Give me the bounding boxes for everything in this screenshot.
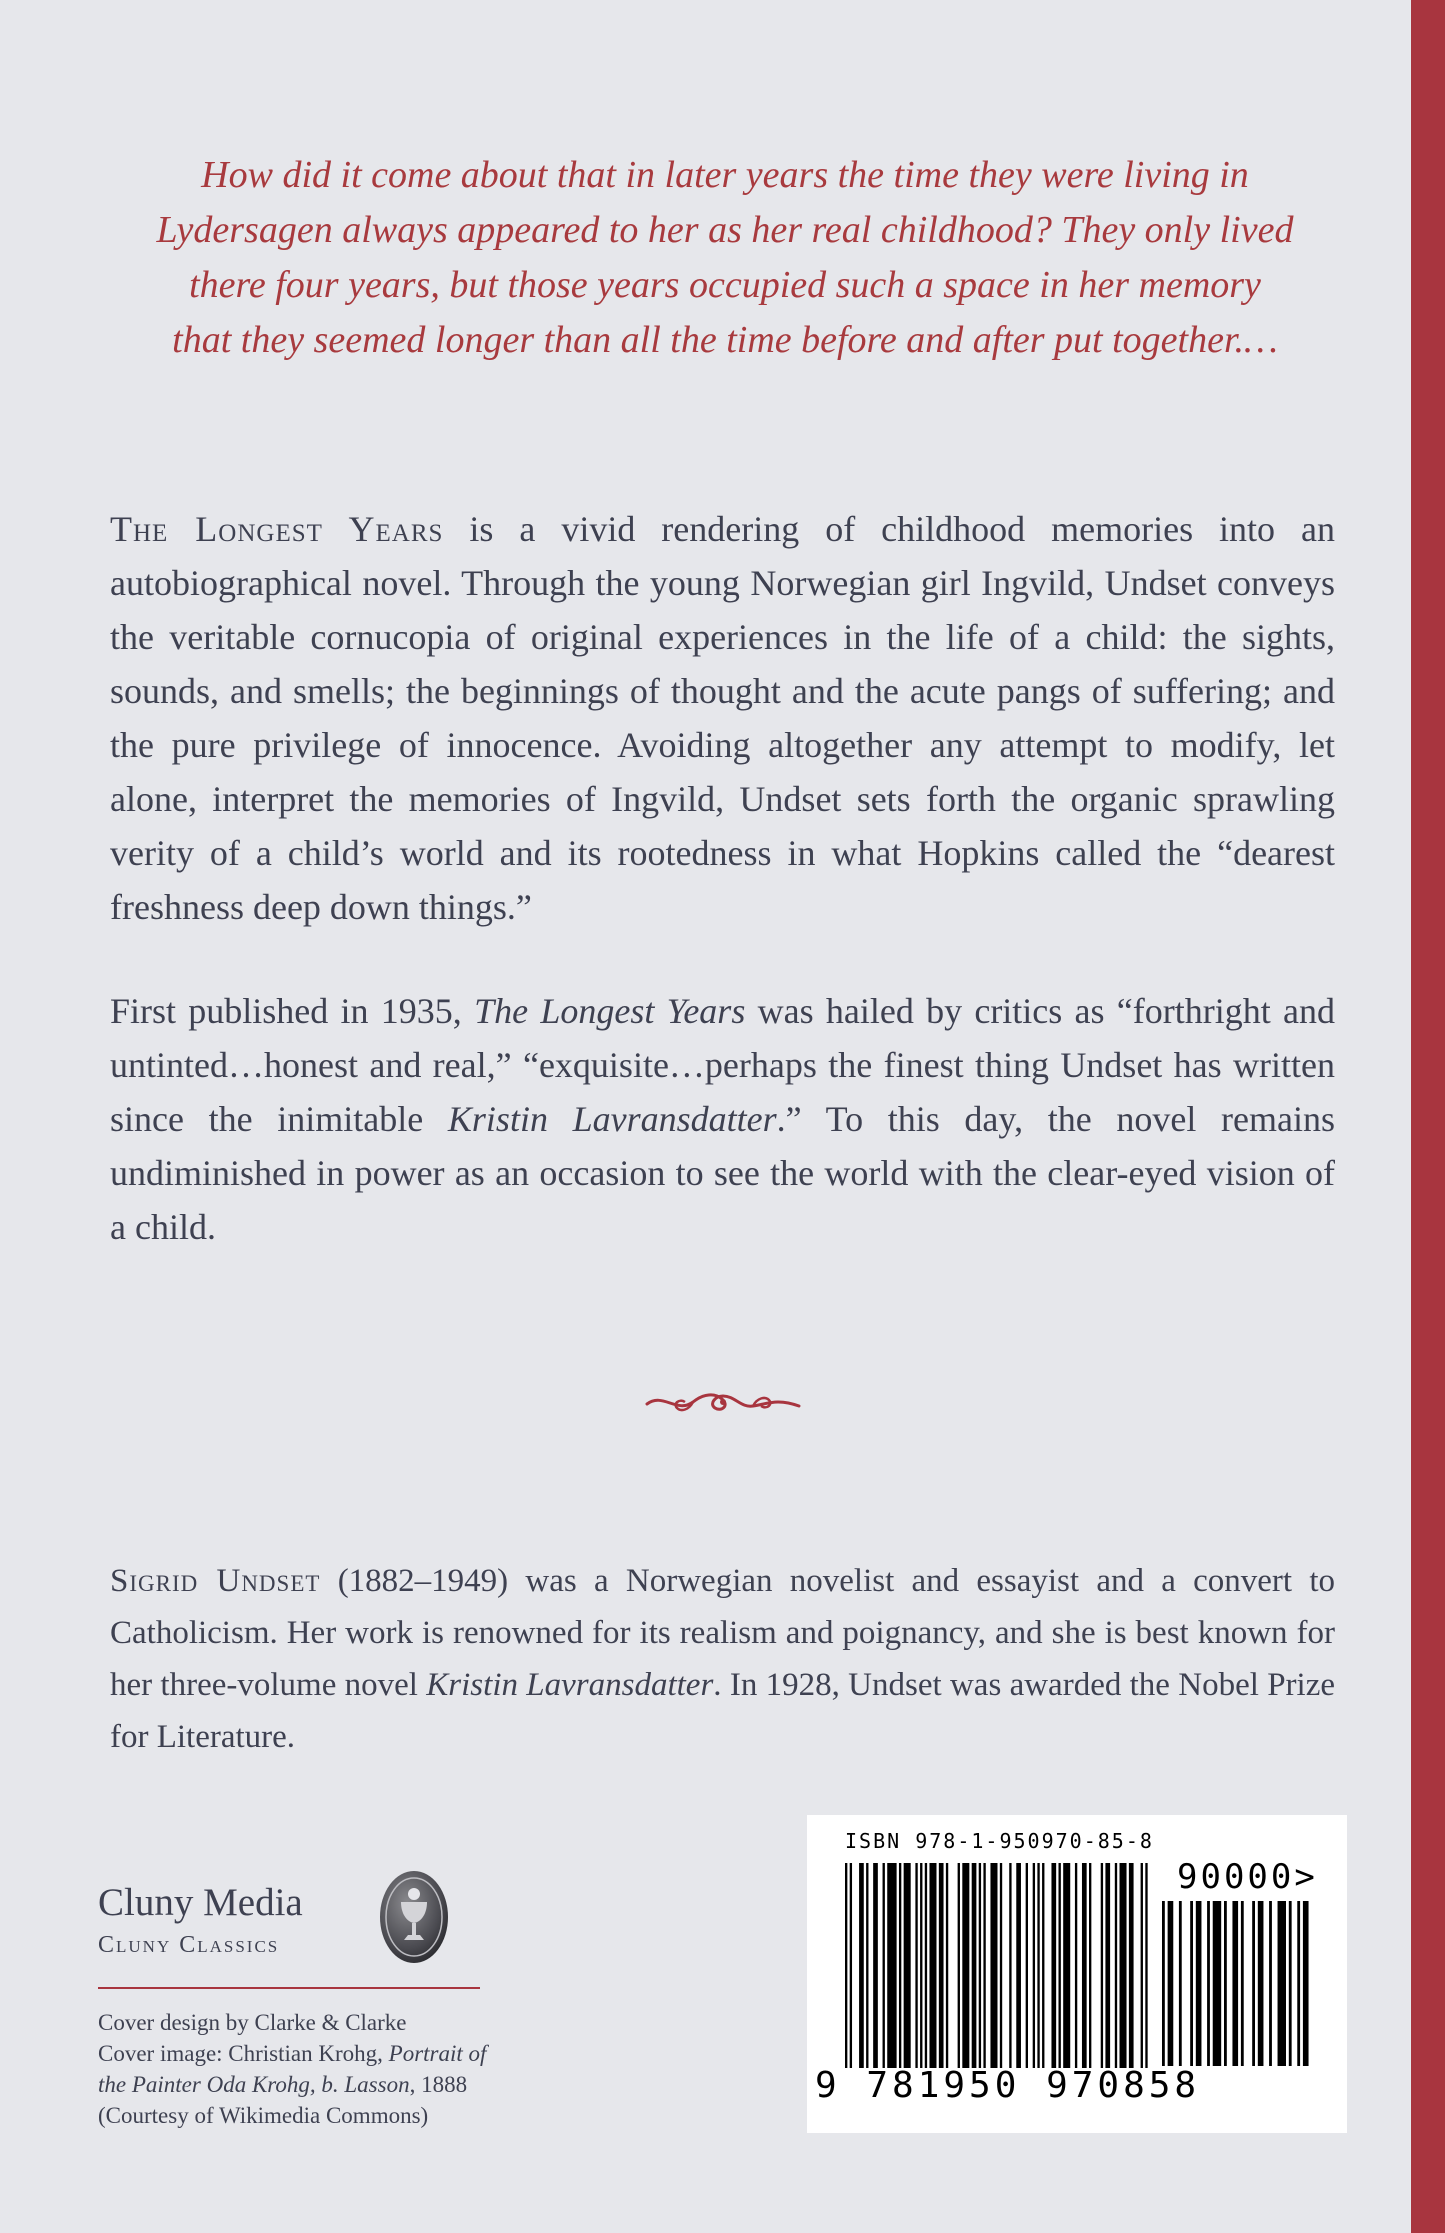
barcode-bar [962,1863,969,2068]
barcode-bar [1269,1901,1272,2066]
barcode-bar [920,1863,922,2068]
barcode-bar [972,1863,977,2068]
barcode-bar [1051,1863,1056,2068]
barcode-bar [899,1863,901,2068]
barcode-bar [1033,1863,1035,2068]
barcode-bar [1129,1863,1134,2068]
isbn-label: ISBN 978-1-950970-85-8 [845,1829,1154,1853]
isbn-barcode [807,1815,1347,2133]
barcode-bar [979,1863,981,2068]
barcode-bar [866,1863,868,2068]
barcode-bar [1026,1863,1028,2068]
barcode-bar [1162,1901,1165,2066]
barcode-bar [1252,1901,1255,2066]
barcode-bar [1101,1863,1103,2068]
barcode-bar [1082,1863,1087,2068]
bio-text: . In 1928, Undset was awarded the Nobel Prize for Literature. [110,1667,1335,1755]
barcode-bar [1297,1901,1300,2066]
credit-image-cont: the Painter Oda Krohg, b. Lasson, 1888 [98,2072,468,2097]
barcode-bar [1224,1901,1227,2066]
epigraph-line: How did it come about that in later years the time they were living in [201,154,1249,196]
barcode-bar [1241,1901,1244,2066]
barcode-bar [990,1863,997,2068]
publisher-divider [98,1987,480,1989]
epigraph-line: that they seemed longer than all the time before and after put together.… [172,319,1278,361]
book-title-italic: The Longest Years [474,991,746,1031]
barcode-bars [845,1863,1150,2068]
barcode-bar [1196,1901,1202,2066]
barcode-bar [1115,1863,1117,2068]
description-paragraph [110,502,1335,934]
price-code: 90000> [1177,1857,1318,1897]
epigraph-line: there four years, but those years occupied such a space in her memory [189,264,1261,306]
chalice-seal-icon [377,1868,451,1966]
barcode-bar [1009,1863,1011,2068]
barcode-bar [1120,1863,1127,2068]
reception-text: .” To this day, the novel remains undiminished in power as an occasion to see the world with the clear-eyed vision of a child. [110,1099,1335,1247]
barcode-bar [904,1863,911,2068]
description-text: is a vivid rendering of childhood memories into an autobiographical novel. Through the young Norwegian girl Ingvild, Undset conveys the veritable cornucopia of original experiences in the life of a child: the sights, sounds, and smells; the beginnings of thought and the acute pangs of suffering; and the pure privilege of innocence. Avoiding altogether any attempt to modify, let alone, interpret the memories of Ingvild, Undset sets forth the organic sprawling verity of a child’s world and its rootedness in what Hopkins called the “dearest freshness deep down things.” [110,509,1335,927]
author-bio [110,1555,1335,1763]
ornament-flourish-icon [643,1384,803,1420]
bio-text: (1882–1949) was a Norwegian novelist and essayist and a convert to Catholicism. Her work is renowned for its realism and poignancy, and she is best known for her three-volume novel [110,1563,1335,1703]
epigraph-quote [100,148,1350,368]
barcode-bar [1059,1863,1061,2068]
barcode-bar [1141,1863,1143,2068]
publisher-imprint: Cluny Classics [98,1932,280,1958]
cover-credits [98,2007,568,2131]
barcode-bar [1289,1901,1292,2066]
barcode-bar [1089,1863,1091,2068]
spine-stripe [1411,0,1445,2233]
barcode-bar [859,1863,864,2068]
publisher-name: Cluny Media [98,1881,303,1924]
barcode-bar [1232,1901,1238,2066]
barcode-bar [929,1863,936,2068]
barcode-bar [845,1863,847,2068]
credit-courtesy: (Courtesy of Wikimedia Commons) [98,2103,429,2128]
barcode-bar [1303,1901,1309,2066]
barcode-bar [1190,1901,1193,2066]
book-title: The Longest Years [110,509,444,549]
barcode-bar [915,1863,917,2068]
credit-design: Cover design by Clarke & Clarke [98,2010,407,2035]
barcode-bar [1016,1863,1021,2068]
barcode-bar [1168,1901,1174,2066]
barcode-bar [946,1863,948,2068]
credit-image: Cover image: Christian Krohg, Portrait of [98,2041,487,2066]
related-title-italic: Kristin Lavransdatter [447,1099,777,1139]
barcode-bar [1075,1863,1077,2068]
barcode-bar [1000,1863,1002,2068]
barcode-number: 9 781950 970858 [815,2065,1201,2106]
author-name: Sigrid Undset [110,1563,321,1599]
reception-text: First published in 1935, [110,991,475,1031]
barcode-bar [1207,1901,1210,2066]
epigraph-line: Lydersagen always appeared to her as her real childhood? They only lived [156,209,1294,251]
barcode-bar [1063,1863,1070,2068]
barcode-bar [850,1863,852,2068]
reception-text: was hailed by critics as “forthright and untinted…honest and real,” “exquisite…perhaps the finest thing Undset has written since the inimitable [110,991,1336,1139]
barcode-bar [1278,1901,1286,2066]
barcode-bar [883,1863,885,2068]
barcode-bar [958,1863,960,2068]
barcode-bar [873,1863,878,2068]
bio-book-title: Kristin Lavransdatter [426,1667,714,1703]
barcode-bar [1042,1863,1044,2068]
barcode-bar [887,1863,896,2068]
barcode-bar [983,1863,985,2068]
barcode-bar [925,1863,927,2068]
barcode-bar [1037,1863,1039,2068]
barcode-bar [1213,1901,1221,2066]
barcode-bar [1258,1901,1264,2066]
reception-paragraph [110,984,1335,1254]
barcode-bar [1105,1863,1110,2068]
barcode-bar [939,1863,944,2068]
barcode-bar [1179,1901,1182,2066]
barcode-bar [1145,1863,1147,2068]
barcode-addon-bars [1162,1901,1317,2066]
